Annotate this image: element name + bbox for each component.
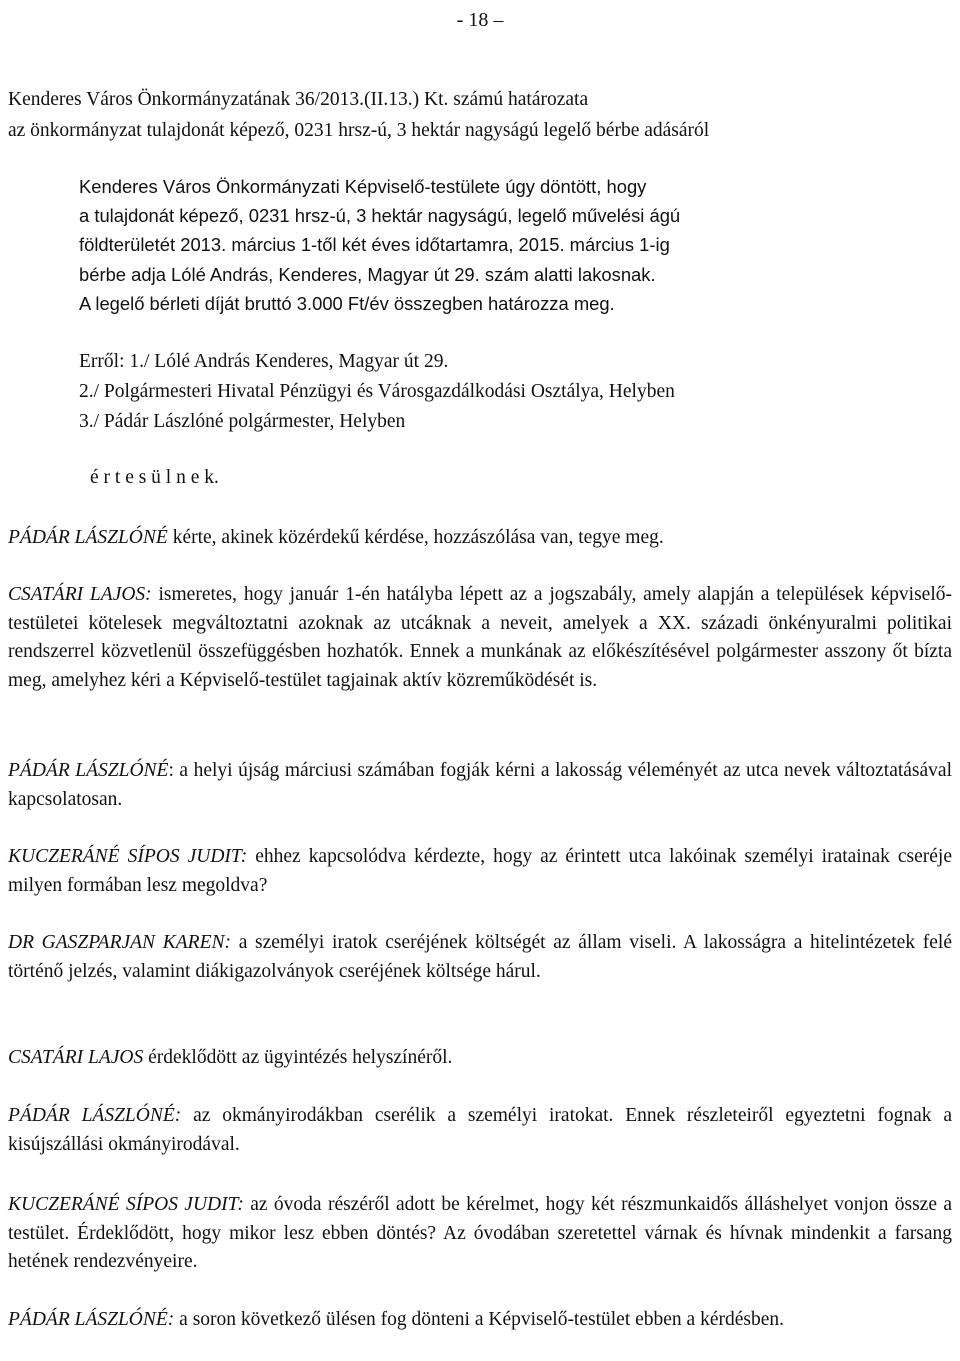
recipient-2: 2./ Polgármesteri Hivatal Pénzügyi és Városgazdálkodási Osztálya, Helyben [79,381,675,402]
paragraph-text: az okmányirodákban cserélik a személyi iratokat. Ennek részleteiről egyeztetni fognak a kisújszállási okmányirodával. [8,1105,952,1155]
paragraph-2 [8,581,952,695]
speaker-name: KUCZERÁNÉ SÍPOS JUDIT: [8,1194,244,1215]
paragraph-6 [8,1044,952,1073]
resolution-body-line-5: A legelő bérleti díját bruttó 3.000 Ft/év összegben határozza meg. [79,292,615,314]
speaker-name: CSATÁRI LAJOS: [8,584,152,605]
resolution-title [8,86,952,145]
paragraph-text: a soron következő ülésen fog dönteni a Képviselő-testület ebben a kérdésben. [174,1309,785,1330]
recipients [79,347,952,437]
paragraph-1 [8,524,952,553]
speaker-name: PÁDÁR LÁSZLÓNÉ: [8,1105,182,1126]
speaker-name: CSATÁRI LAJOS [8,1047,144,1068]
paragraph-9 [8,1306,952,1335]
notified-line: é r t e s ü l n e k. [90,467,219,488]
speaker-name: PÁDÁR LÁSZLÓNÉ [8,527,168,548]
paragraph-5 [8,929,952,986]
paragraph-3 [8,757,952,814]
resolution-title-line-2: az önkormányzat tulajdonát képező, 0231 hrsz-ú, 3 hektár nagyságú legelő bérbe adásáról [8,119,710,141]
paragraph-text: érdeklődött az ügyintézés helyszínéről. [143,1047,453,1068]
speaker-name: DR GASZPARJAN KAREN: [8,932,231,953]
resolution-body-line-4: bérbe adja Lólé András, Kenderes, Magyar út 29. szám alatti lakosnak. [79,263,656,285]
paragraph-text: az óvoda részéről adott be kérelmet, hogy két részmunkaidős álláshelyet vonjon össze a testület. Érdeklődött, hogy mikor lesz ebben döntés? Az óvodában szeretettel várnak és hívnak mindenkit a farsang hetének rendezvényeire. [8,1194,953,1272]
paragraph-text: ismeretes, hogy január 1-én hatályba lépett az a jogszabály, amely alapján a települések képviselő-testületei kötelesek megváltoztatni azoknak az utcáknak a neveit, amelyek a XX. századi önkényuralmi politikai rendszerrel közvetlenül összefüggésben hozhatók. Ennek a munkának az előkészítésével polgármester asszony őt bízta meg, amelyhez kéri a Képviselő-testület tagjainak aktív közreműködését is. [8,584,952,691]
resolution-title-line-1: Kenderes Város Önkormányzatának 36/2013.(II.13.) Kt. számú határozata [8,89,589,110]
speaker-name: KUCZERÁNÉ SÍPOS JUDIT: [8,846,248,867]
resolution-body [79,172,952,318]
recipient-3: 3./ Pádár Lászlóné polgármester, Helyben [79,411,406,432]
paragraph-8 [8,1191,952,1277]
paragraph-text: kérte, akinek közérdekű kérdése, hozzászólása van, tegye meg. [167,527,664,548]
resolution-body-line-2: a tulajdonát képező, 0231 hrsz-ú, 3 hektár nagyságú, legelő művelési ágú [79,205,681,227]
resolution-body-line-1: Kenderes Város Önkormányzati Képviselő-testülete úgy döntött, hogy [79,176,647,197]
recipient-1: Erről: 1./ Lólé András Kenderes, Magyar út 29. [79,351,449,372]
paragraph-text: a személyi iratok cseréjének költségét az állam viseli. A lakosságra a hitelintézetek felé történő jelzés, valamint diákigazolványok cseréjének költsége hárul. [8,932,952,982]
resolution-body-line-3: földterületét 2013. március 1-től két éves időtartamra, 2015. március 1-ig [79,234,670,256]
speaker-name: PÁDÁR LÁSZLÓNÉ [8,760,169,781]
paragraph-4 [8,843,952,900]
paragraph-7 [8,1102,952,1159]
page-number: - 18 – [456,9,504,31]
paragraph-text: : a helyi újság márciusi számában fogják kérni a lakosság véleményét az utca nevek változtatásával kapcsolatosan. [8,760,952,810]
speaker-name: PÁDÁR LÁSZLÓNÉ: [8,1309,175,1330]
paragraph-text: ehhez kapcsolódva kérdezte, hogy az érintett utca lakóinak személyi iratainak cseréje milyen formában lesz megoldva? [8,846,952,896]
